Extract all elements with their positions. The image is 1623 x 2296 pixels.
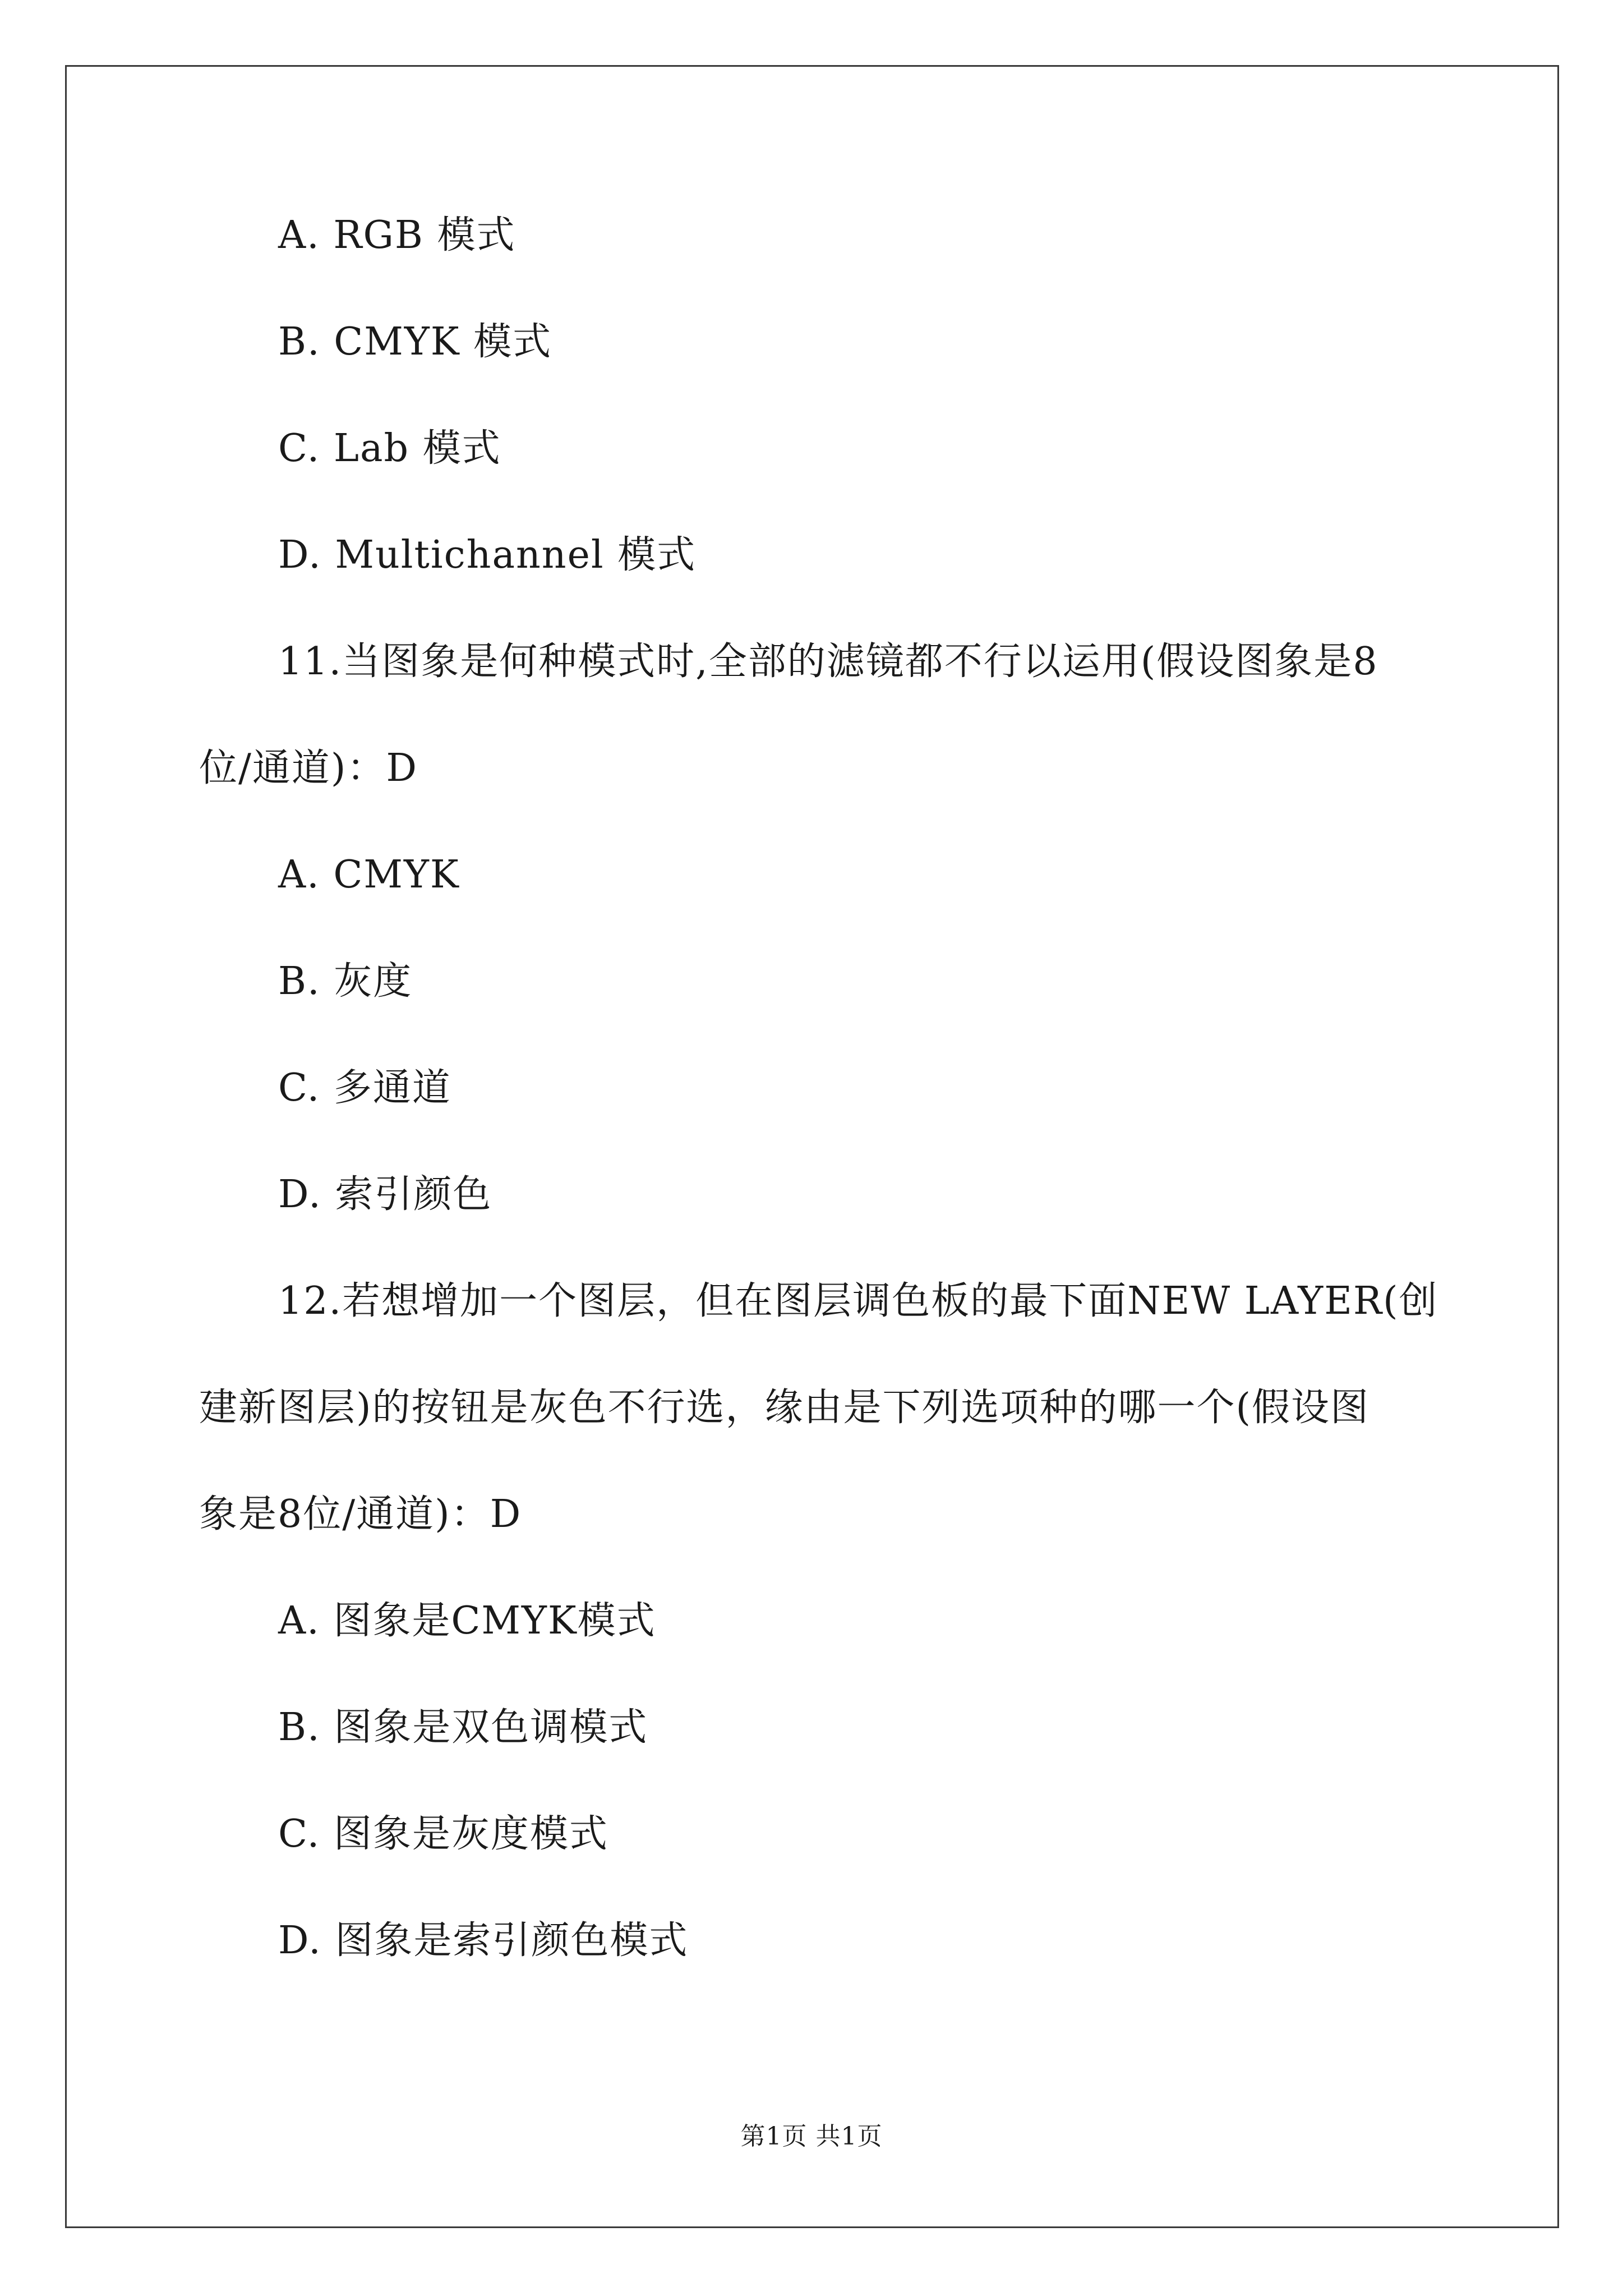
q11-text-line-2: 位/通道)：D (199, 746, 418, 790)
q11-option-a: A. CMYK (278, 853, 460, 897)
page-border (65, 65, 1559, 2228)
q12-text-line-2: 建新图层)的按钮是灰色不行选，缘由是下列选项种的哪一个(假设图 (199, 1386, 1370, 1430)
q11-option-d: D. 索引颜色 (278, 1172, 492, 1217)
q10-option-b: B. CMYK 模式 (278, 320, 552, 364)
q11-option-b: B. 灰度 (278, 959, 413, 1004)
q12-text-line-3: 象是8位/通道)：D (199, 1492, 522, 1536)
q12-option-c: C. 图象是灰度模式 (278, 1812, 608, 1856)
q12-text-line-1: 12.若想增加一个图层，但在图层调色板的最下面NEW LAYER(创 (278, 1279, 1438, 1323)
q10-option-c: C. Lab 模式 (278, 426, 501, 471)
q12-option-d: D. 图象是索引颜色模式 (278, 1918, 689, 1963)
q12-option-b: B. 图象是双色调模式 (278, 1705, 648, 1750)
q10-option-a: A. RGB 模式 (278, 213, 516, 257)
q11-option-c: C. 多通道 (278, 1066, 451, 1110)
q12-option-a: A. 图象是CMYK模式 (278, 1599, 656, 1643)
q10-option-d: D. Multichannel 模式 (278, 533, 697, 577)
page-footer: 第1页 共1页 (740, 2122, 883, 2151)
q11-text-line-1: 11.当图象是何种模式时,全部的滤镜都不行以运用(假设图象是8 (278, 639, 1378, 684)
